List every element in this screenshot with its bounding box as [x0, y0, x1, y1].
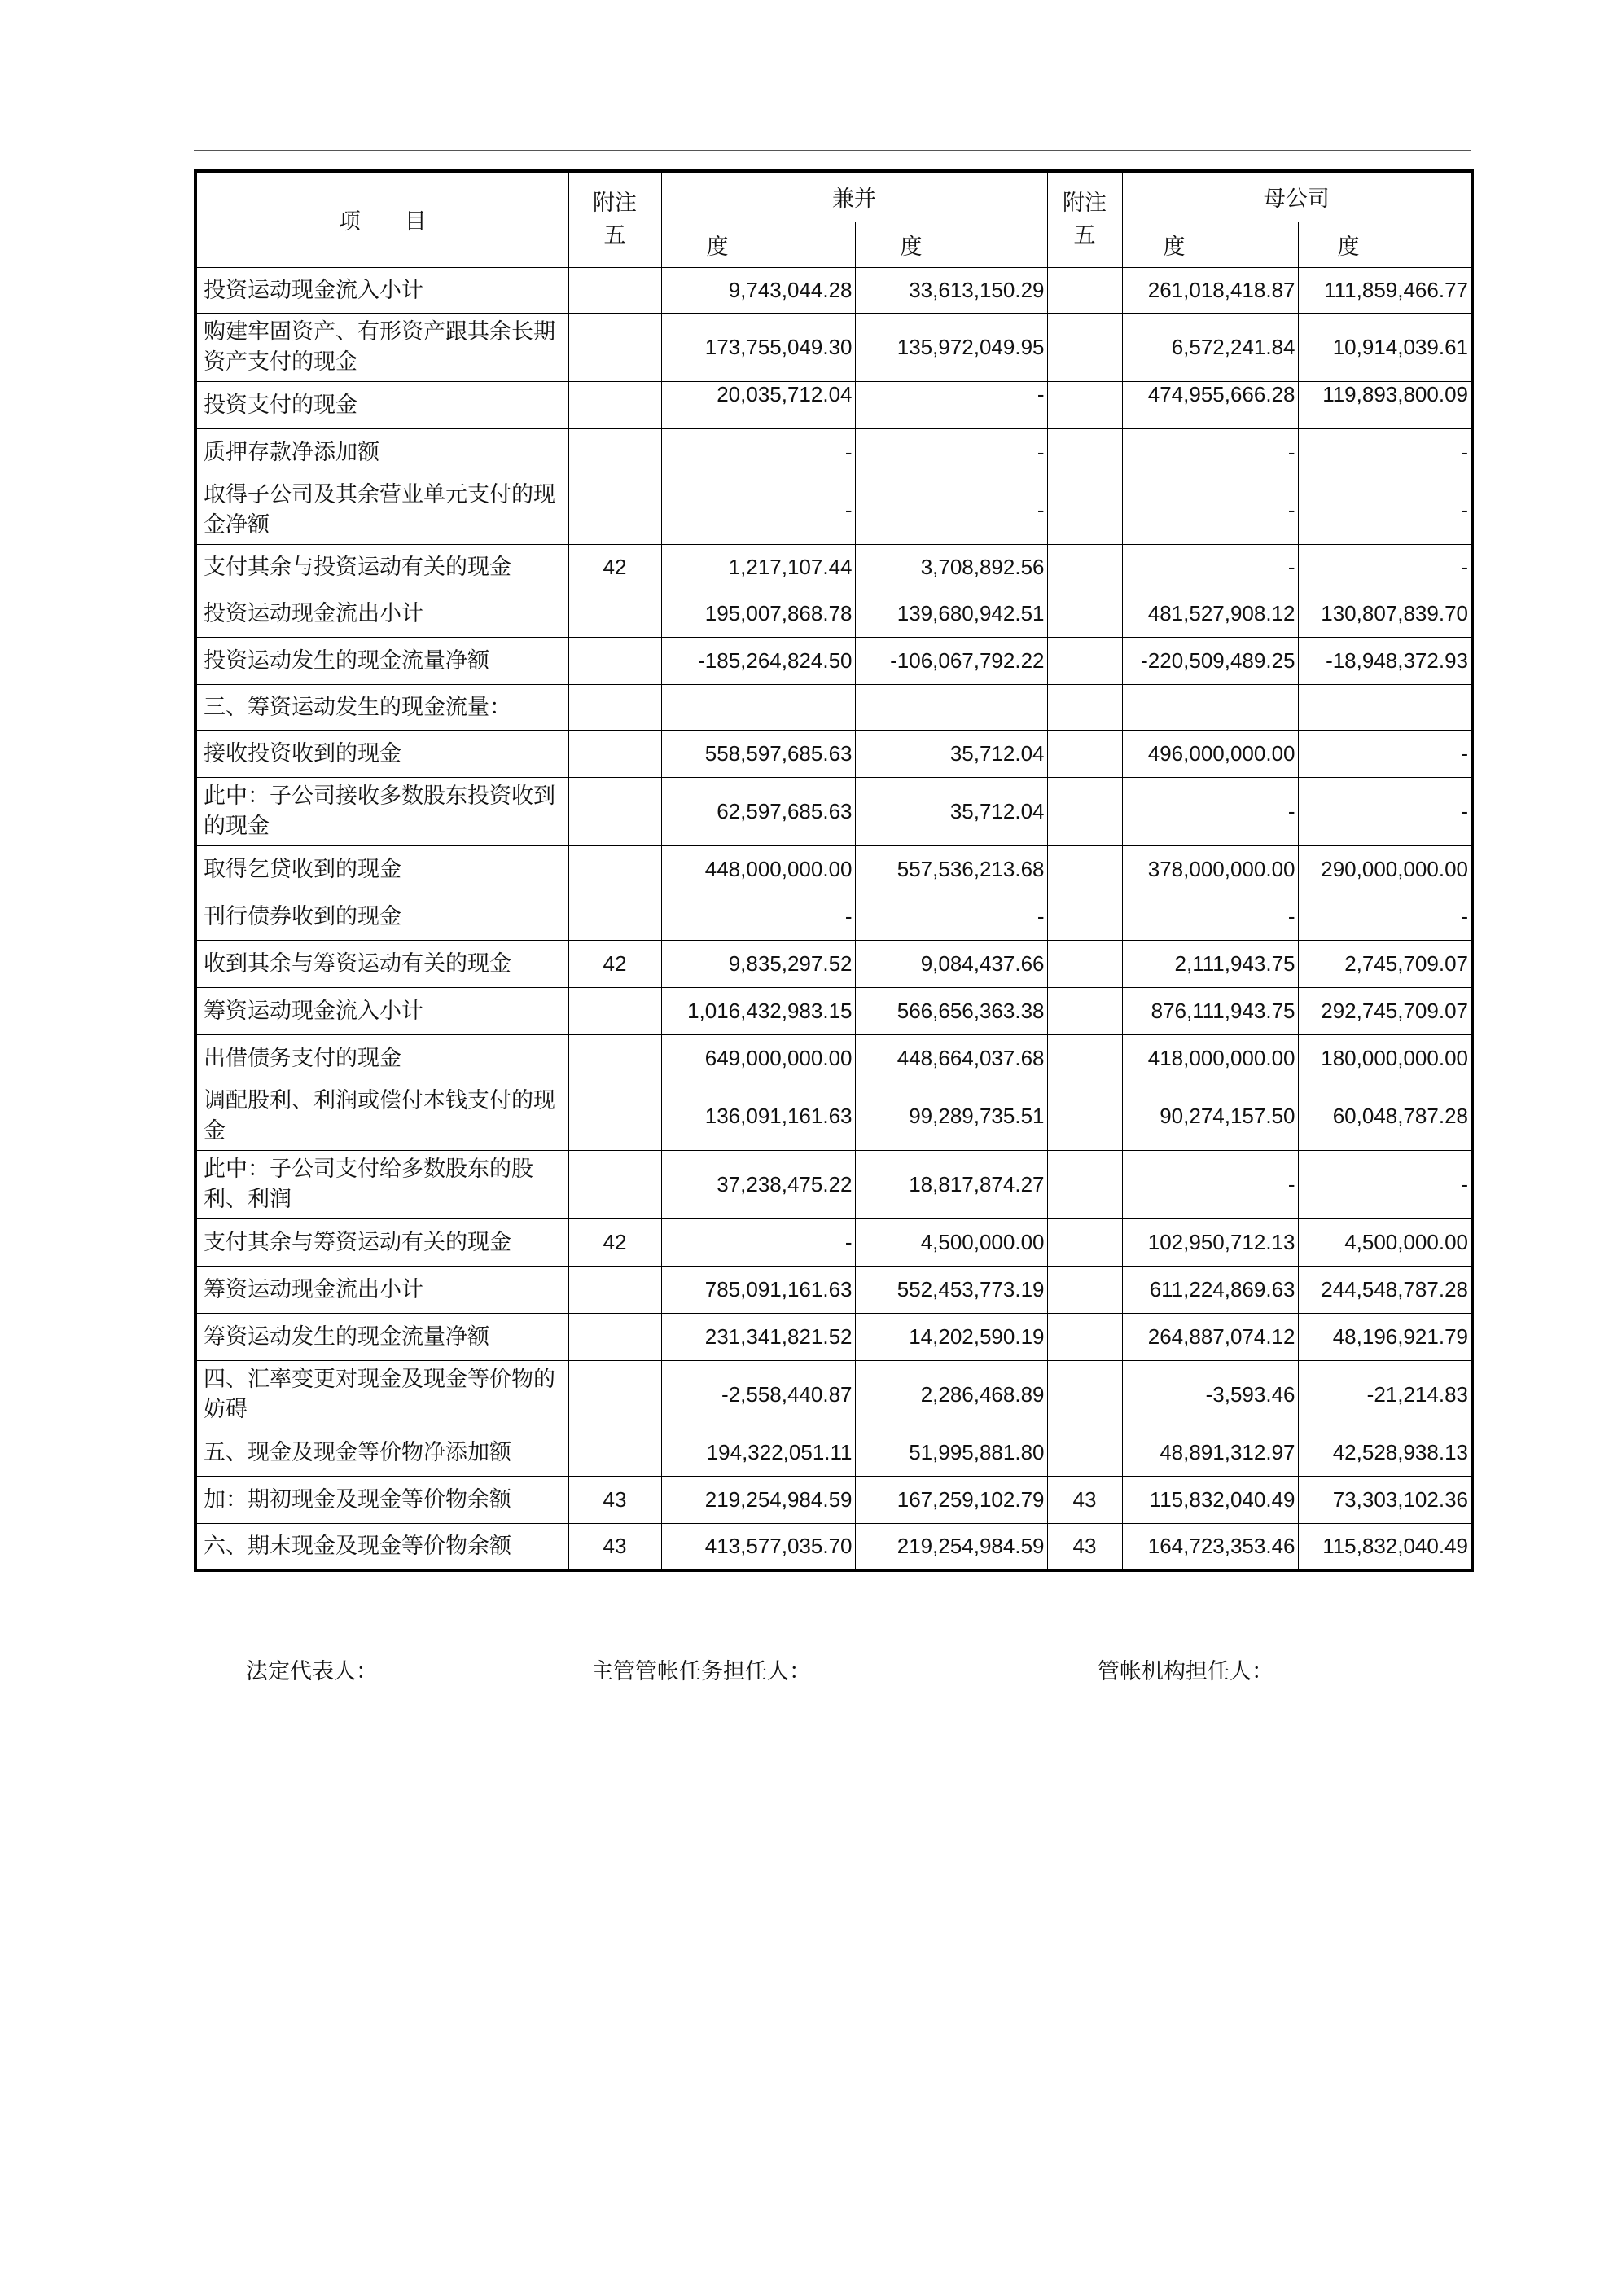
row-label: 投资运动现金流入小计: [195, 267, 568, 313]
row-note: [568, 313, 661, 381]
top-rule: [194, 150, 1471, 151]
consolidated-current: 448,000,000.00: [661, 845, 855, 893]
row-label: 投资支付的现金: [195, 381, 568, 428]
row-label: 六、期末现金及现金等价物余额: [195, 1523, 568, 1570]
header-consolidated-prior: 度: [855, 222, 1047, 267]
consolidated-current: 195,007,868.78: [661, 590, 855, 637]
row-note-parent: [1047, 1266, 1122, 1313]
row-note-parent: [1047, 428, 1122, 476]
parent-current: 90,274,157.50: [1122, 1082, 1298, 1150]
header-note-text: 附注五: [593, 190, 637, 248]
parent-current: 261,018,418.87: [1122, 267, 1298, 313]
parent-current: 102,950,712.13: [1122, 1218, 1298, 1266]
consolidated-current: 231,341,821.52: [661, 1313, 855, 1360]
row-note: [568, 381, 661, 428]
parent-prior: 111,859,466.77: [1298, 267, 1472, 313]
parent-prior: 115,832,040.49: [1298, 1523, 1472, 1570]
parent-current: 48,891,312.97: [1122, 1429, 1298, 1476]
row-label: 筹资运动现金流出小计: [195, 1266, 568, 1313]
row-note-parent: [1047, 1034, 1122, 1082]
row-note: [568, 777, 661, 845]
row-note-parent: [1047, 730, 1122, 777]
row-label: 取得子公司及其余营业单元支付的现金净额: [195, 476, 568, 544]
parent-current: 481,527,908.12: [1122, 590, 1298, 637]
row-note-parent: [1047, 544, 1122, 590]
row-note-parent: [1047, 893, 1122, 940]
row-note: 43: [568, 1476, 661, 1523]
row-note: [568, 1150, 661, 1218]
parent-current: -: [1122, 893, 1298, 940]
row-note-parent: [1047, 1313, 1122, 1360]
row-note: [568, 1429, 661, 1476]
cash-flow-table: [194, 169, 1474, 1572]
row-note-parent: [1047, 637, 1122, 684]
row-label: 接收投资收到的现金: [195, 730, 568, 777]
row-note: 42: [568, 940, 661, 987]
consolidated-current: -: [661, 476, 855, 544]
parent-prior: 180,000,000.00: [1298, 1034, 1472, 1082]
row-note-parent: [1047, 1360, 1122, 1429]
parent-prior: -: [1298, 476, 1472, 544]
table-row: [195, 1266, 1472, 1313]
row-note-parent: 43: [1047, 1476, 1122, 1523]
header-note-parent: [1047, 171, 1122, 267]
parent-prior: 244,548,787.28: [1298, 1266, 1472, 1313]
row-note-parent: 43: [1047, 1523, 1122, 1570]
consolidated-prior: 552,453,773.19: [855, 1266, 1047, 1313]
table-row: [195, 476, 1472, 544]
consolidated-prior: 18,817,874.27: [855, 1150, 1047, 1218]
consolidated-prior: 3,708,892.56: [855, 544, 1047, 590]
consolidated-current: -2,558,440.87: [661, 1360, 855, 1429]
row-label: 出借债务支付的现金: [195, 1034, 568, 1082]
parent-prior: -: [1298, 1150, 1472, 1218]
row-note-parent: [1047, 845, 1122, 893]
parent-prior: 60,048,787.28: [1298, 1082, 1472, 1150]
row-label: 取得乞贷收到的现金: [195, 845, 568, 893]
signature-accounting-head: 主管管帐任务担任人：: [591, 1659, 811, 1684]
parent-current: 164,723,353.46: [1122, 1523, 1298, 1570]
parent-prior: 4,500,000.00: [1298, 1218, 1472, 1266]
row-note: 42: [568, 544, 661, 590]
header-parent: 母公司: [1122, 171, 1472, 222]
parent-prior: -: [1298, 428, 1472, 476]
row-note: [568, 428, 661, 476]
row-label: 调配股利、利润或偿付本钱支付的现金: [195, 1082, 568, 1150]
table-row: [195, 313, 1472, 381]
consolidated-current: 649,000,000.00: [661, 1034, 855, 1082]
row-note: [568, 637, 661, 684]
row-label: 购建牢固资产、有形资产跟其余长期资产支付的现金: [195, 313, 568, 381]
table-row: [195, 267, 1472, 313]
consolidated-current: -: [661, 1218, 855, 1266]
row-label: 收到其余与筹资运动有关的现金: [195, 940, 568, 987]
row-note-parent: [1047, 1082, 1122, 1150]
consolidated-current: 1,217,107.44: [661, 544, 855, 590]
row-note: [568, 590, 661, 637]
consolidated-prior: -: [855, 476, 1047, 544]
row-note-parent: [1047, 476, 1122, 544]
parent-current: 115,832,040.49: [1122, 1476, 1298, 1523]
row-label: 投资运动发生的现金流量净额: [195, 637, 568, 684]
table-row: [195, 637, 1472, 684]
table-row: [195, 590, 1472, 637]
row-note: [568, 893, 661, 940]
parent-current: -220,509,489.25: [1122, 637, 1298, 684]
table-row: [195, 893, 1472, 940]
row-note: [568, 684, 661, 730]
table-row: [195, 1034, 1472, 1082]
row-note: [568, 987, 661, 1034]
row-label: 支付其余与筹资运动有关的现金: [195, 1218, 568, 1266]
consolidated-prior: -: [855, 893, 1047, 940]
parent-prior: 290,000,000.00: [1298, 845, 1472, 893]
consolidated-current: -: [661, 893, 855, 940]
table-row: [195, 777, 1472, 845]
row-note: [568, 1313, 661, 1360]
header-note-parent-text: 附注五: [1063, 190, 1107, 248]
row-label: 五、现金及现金等价物净添加额: [195, 1429, 568, 1476]
row-label: 质押存款净添加额: [195, 428, 568, 476]
row-label: 筹资运动发生的现金流量净额: [195, 1313, 568, 1360]
consolidated-prior: 135,972,049.95: [855, 313, 1047, 381]
table-row: [195, 544, 1472, 590]
row-label: 支付其余与投资运动有关的现金: [195, 544, 568, 590]
consolidated-prior: 51,995,881.80: [855, 1429, 1047, 1476]
row-note: [568, 476, 661, 544]
row-note: [568, 1082, 661, 1150]
consolidated-prior: 139,680,942.51: [855, 590, 1047, 637]
row-note-parent: [1047, 684, 1122, 730]
row-note-parent: [1047, 267, 1122, 313]
parent-current: 418,000,000.00: [1122, 1034, 1298, 1082]
parent-current: 2,111,943.75: [1122, 940, 1298, 987]
row-note: [568, 730, 661, 777]
consolidated-current: 1,016,432,983.15: [661, 987, 855, 1034]
parent-current: [1122, 684, 1298, 730]
row-note: [568, 1266, 661, 1313]
table-row: [195, 1476, 1472, 1523]
parent-current: 474,955,666.28: [1122, 381, 1298, 428]
parent-current: 378,000,000.00: [1122, 845, 1298, 893]
row-label: 筹资运动现金流入小计: [195, 987, 568, 1034]
consolidated-prior: 99,289,735.51: [855, 1082, 1047, 1150]
parent-prior: -: [1298, 893, 1472, 940]
consolidated-prior: 557,536,213.68: [855, 845, 1047, 893]
consolidated-prior: -: [855, 428, 1047, 476]
parent-prior: [1298, 684, 1472, 730]
row-label: 此中：子公司支付给多数股东的股利、利润: [195, 1150, 568, 1218]
row-label: 四、汇率变更对现金及现金等价物的妨碍: [195, 1360, 568, 1429]
row-note: [568, 267, 661, 313]
signature-legal-rep: 法定代表人：: [246, 1659, 378, 1684]
consolidated-current: 136,091,161.63: [661, 1082, 855, 1150]
consolidated-prior: -: [855, 381, 1047, 428]
row-note-parent: [1047, 590, 1122, 637]
parent-prior: -: [1298, 544, 1472, 590]
row-note-parent: [1047, 1429, 1122, 1476]
table-row: [195, 845, 1472, 893]
consolidated-current: 9,743,044.28: [661, 267, 855, 313]
parent-current: -3,593.46: [1122, 1360, 1298, 1429]
consolidated-current: 173,755,049.30: [661, 313, 855, 381]
consolidated-prior: 9,084,437.66: [855, 940, 1047, 987]
row-note-parent: [1047, 381, 1122, 428]
row-note-parent: [1047, 777, 1122, 845]
row-note-parent: [1047, 313, 1122, 381]
row-note: 42: [568, 1218, 661, 1266]
consolidated-current: 558,597,685.63: [661, 730, 855, 777]
table-row: [195, 1429, 1472, 1476]
parent-current: 611,224,869.63: [1122, 1266, 1298, 1313]
row-note: [568, 1034, 661, 1082]
parent-prior: -18,948,372.93: [1298, 637, 1472, 684]
consolidated-prior: 167,259,102.79: [855, 1476, 1047, 1523]
consolidated-current: 9,835,297.52: [661, 940, 855, 987]
consolidated-prior: 33,613,150.29: [855, 267, 1047, 313]
row-note-parent: [1047, 987, 1122, 1034]
row-note: [568, 1360, 661, 1429]
table-row: [195, 428, 1472, 476]
consolidated-current: 20,035,712.04: [661, 381, 855, 428]
consolidated-prior: -106,067,792.22: [855, 637, 1047, 684]
parent-prior: 73,303,102.36: [1298, 1476, 1472, 1523]
parent-prior: 292,745,709.07: [1298, 987, 1472, 1034]
table-row: [195, 1082, 1472, 1150]
row-label: 刊行债券收到的现金: [195, 893, 568, 940]
row-note: [568, 845, 661, 893]
table-row: [195, 381, 1472, 428]
parent-prior: 2,745,709.07: [1298, 940, 1472, 987]
consolidated-prior: 566,656,363.38: [855, 987, 1047, 1034]
header-consolidated-current: 度: [661, 222, 855, 267]
signature-accounting-dept: 管帐机构担任人：: [1098, 1659, 1273, 1684]
parent-current: -: [1122, 428, 1298, 476]
consolidated-prior: [855, 684, 1047, 730]
parent-current: -: [1122, 476, 1298, 544]
table-row: [195, 684, 1472, 730]
consolidated-current: 62,597,685.63: [661, 777, 855, 845]
consolidated-prior: 14,202,590.19: [855, 1313, 1047, 1360]
parent-prior: -: [1298, 730, 1472, 777]
table-row: [195, 987, 1472, 1034]
consolidated-current: 194,322,051.11: [661, 1429, 855, 1476]
table-row: [195, 1360, 1472, 1429]
consolidated-prior: 35,712.04: [855, 777, 1047, 845]
row-label: 此中：子公司接收多数股东投资收到的现金: [195, 777, 568, 845]
row-label: 加：期初现金及现金等价物余额: [195, 1476, 568, 1523]
table-row: [195, 1523, 1472, 1570]
consolidated-current: 37,238,475.22: [661, 1150, 855, 1218]
consolidated-current: -: [661, 428, 855, 476]
parent-prior: 48,196,921.79: [1298, 1313, 1472, 1360]
parent-current: 264,887,074.12: [1122, 1313, 1298, 1360]
table-row: [195, 1313, 1472, 1360]
parent-prior: -: [1298, 777, 1472, 845]
row-label: 投资运动现金流出小计: [195, 590, 568, 637]
parent-current: -: [1122, 1150, 1298, 1218]
header-note: [568, 171, 661, 267]
header-parent-current: 度: [1122, 222, 1298, 267]
parent-prior: 10,914,039.61: [1298, 313, 1472, 381]
parent-current: 6,572,241.84: [1122, 313, 1298, 381]
consolidated-prior: 219,254,984.59: [855, 1523, 1047, 1570]
consolidated-prior: 4,500,000.00: [855, 1218, 1047, 1266]
consolidated-current: -185,264,824.50: [661, 637, 855, 684]
parent-prior: -21,214.83: [1298, 1360, 1472, 1429]
consolidated-current: [661, 684, 855, 730]
parent-current: 496,000,000.00: [1122, 730, 1298, 777]
table-row: [195, 730, 1472, 777]
parent-current: 876,111,943.75: [1122, 987, 1298, 1034]
row-note-parent: [1047, 940, 1122, 987]
row-label: 三、筹资运动发生的现金流量：: [195, 684, 568, 730]
header-item: 项 目: [195, 171, 568, 267]
consolidated-prior: 448,664,037.68: [855, 1034, 1047, 1082]
table-row: [195, 1150, 1472, 1218]
consolidated-prior: 35,712.04: [855, 730, 1047, 777]
consolidated-prior: 2,286,468.89: [855, 1360, 1047, 1429]
parent-current: -: [1122, 544, 1298, 590]
parent-prior: 119,893,800.09: [1298, 381, 1472, 428]
header-consolidated: 兼并: [661, 171, 1047, 222]
table-row: [195, 1218, 1472, 1266]
parent-current: -: [1122, 777, 1298, 845]
header-parent-prior: 度: [1298, 222, 1472, 267]
row-note-parent: [1047, 1150, 1122, 1218]
table-row: [195, 940, 1472, 987]
consolidated-current: 413,577,035.70: [661, 1523, 855, 1570]
consolidated-current: 219,254,984.59: [661, 1476, 855, 1523]
consolidated-current: 785,091,161.63: [661, 1266, 855, 1313]
parent-prior: 130,807,839.70: [1298, 590, 1472, 637]
row-note: 43: [568, 1523, 661, 1570]
parent-prior: 42,528,938.13: [1298, 1429, 1472, 1476]
row-note-parent: [1047, 1218, 1122, 1266]
